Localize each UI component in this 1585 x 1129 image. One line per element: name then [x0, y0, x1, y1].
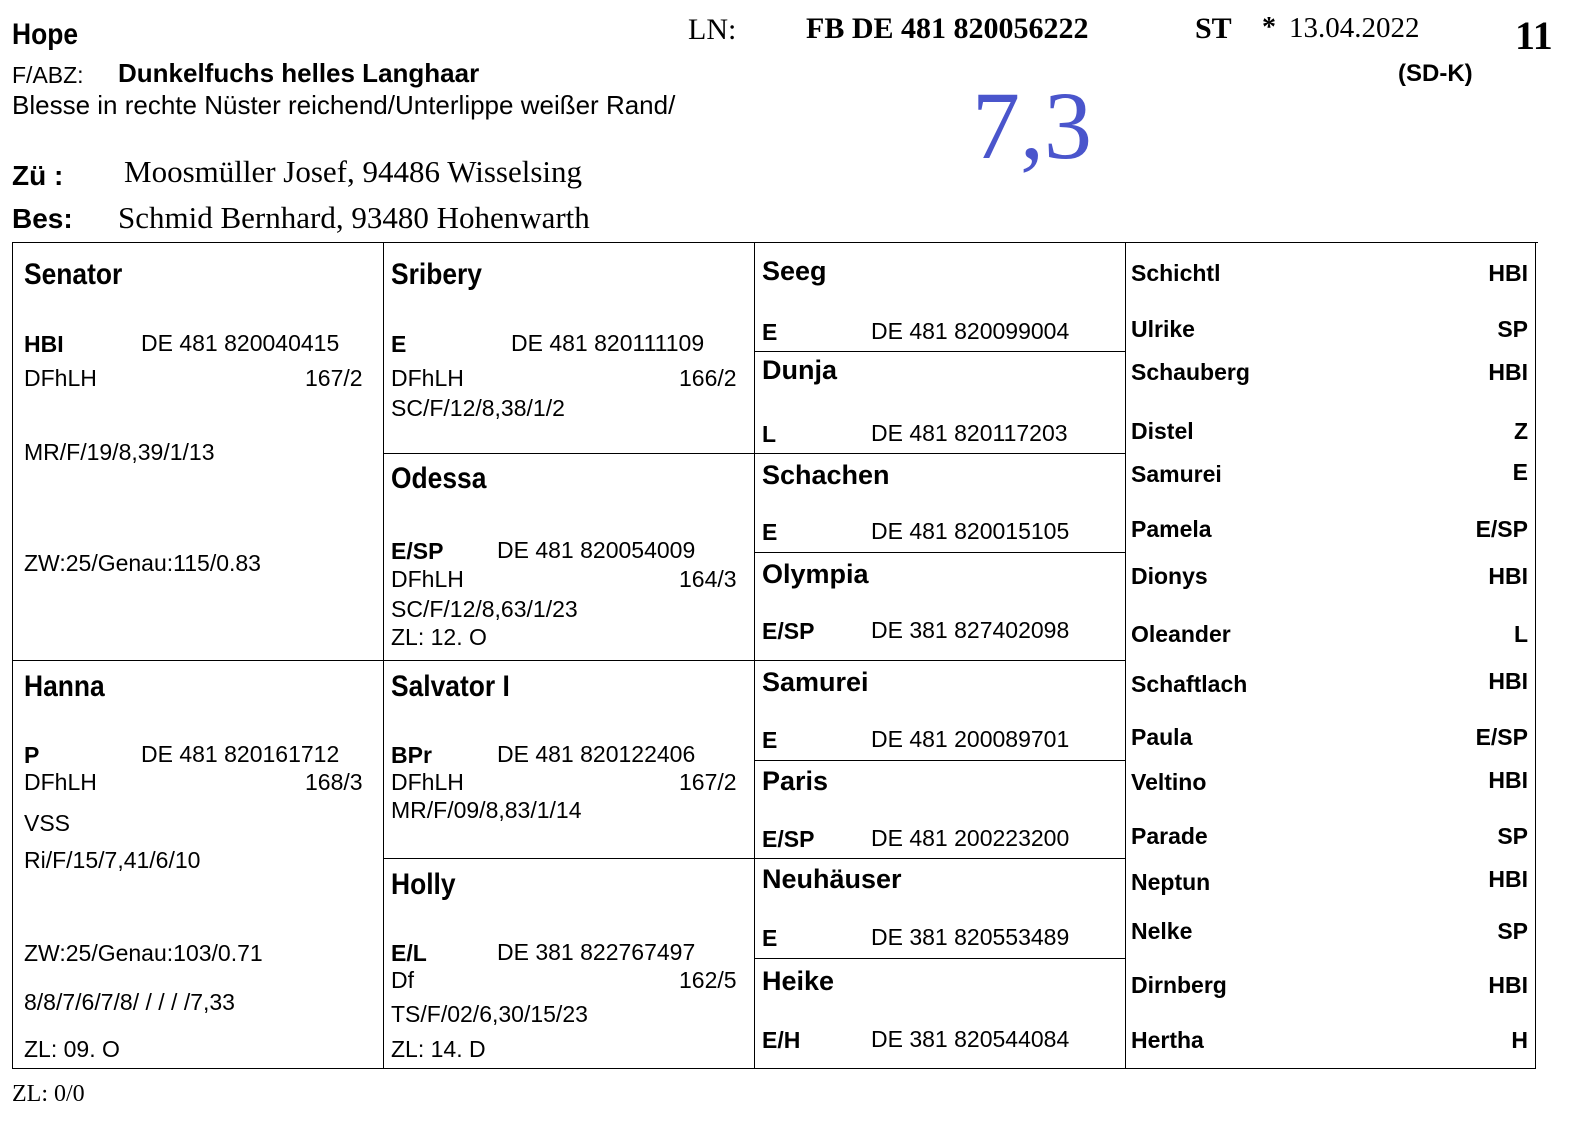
gen2-performance: SC/F/12/8,63/1/23	[391, 596, 578, 622]
gen4-name: Dirnberg	[1131, 972, 1227, 998]
gen3-id: DE 481 200089701	[871, 726, 1070, 752]
gen2-id: DE 481 820122406	[497, 741, 696, 767]
dam-performance: Ri/F/15/7,41/6/10	[24, 847, 201, 873]
gen3-class: E/H	[762, 1027, 801, 1053]
st-label: ST	[1195, 12, 1232, 45]
dam-class: P	[24, 742, 40, 768]
sire-breed: DFhLH	[24, 365, 97, 391]
gen4-name: Pamela	[1131, 516, 1212, 542]
sire-class: HBI	[24, 331, 64, 357]
gen4-name: Veltino	[1131, 769, 1207, 795]
gen2-performance: MR/F/09/8,83/1/14	[391, 797, 582, 823]
gen3-class: L	[762, 421, 777, 447]
gen2-name: Odessa	[391, 462, 487, 495]
gen2-size: 166/2	[679, 365, 737, 391]
gen2-breed: DFhLH	[391, 769, 464, 795]
gen3-class: E	[762, 925, 778, 951]
gen2-zl: ZL: 12. O	[391, 624, 487, 650]
dam-id: DE 481 820161712	[141, 741, 340, 767]
gen2-class: BPr	[391, 742, 432, 768]
gen4-class: H	[1511, 1027, 1528, 1053]
owner-label: Bes:	[12, 203, 73, 234]
gen2-size: 164/3	[679, 566, 737, 592]
gen2-breed: DFhLH	[391, 365, 464, 391]
sire-id: DE 481 820040415	[141, 330, 340, 356]
gen3-name: Heike	[762, 966, 835, 996]
gen3-name: Paris	[762, 766, 829, 796]
gen4-class: HBI	[1488, 767, 1528, 793]
gen3-id: DE 481 820099004	[871, 318, 1070, 344]
dam-size: 168/3	[305, 769, 363, 795]
gen4-name: Schichtl	[1131, 260, 1221, 286]
sire-name: Senator	[24, 258, 123, 291]
gen4-class: SP	[1497, 918, 1528, 944]
gen3-class: E/SP	[762, 618, 815, 644]
gen4-name: Ulrike	[1131, 316, 1195, 342]
gen4-class: HBI	[1488, 972, 1528, 998]
gen4-name: Neptun	[1131, 869, 1211, 895]
gen3-class: E	[762, 319, 778, 345]
gen4-name: Oleander	[1131, 621, 1231, 647]
gen3-name: Seeg	[762, 256, 827, 286]
breeder: Moosmüller Josef, 94486 Wisselsing	[124, 154, 583, 189]
life-number: FB DE 481 820056222	[806, 12, 1089, 45]
gen2-class: E/SP	[391, 538, 444, 564]
dam-name: Hanna	[24, 670, 105, 703]
gen2-class: E/L	[391, 940, 427, 966]
ln-label: LN:	[688, 13, 737, 46]
sire-performance: MR/F/19/8,39/1/13	[24, 439, 215, 465]
gen2-size: 162/5	[679, 967, 737, 993]
markings: Blesse in rechte Nüster reichend/Unterlippe weißer Rand/	[12, 90, 676, 120]
gen3-id: DE 481 820015105	[871, 518, 1070, 544]
gen3-name: Schachen	[762, 460, 890, 490]
gen4-name: Paula	[1131, 724, 1193, 750]
gen4-class: Z	[1513, 418, 1528, 444]
gen4-name: Nelke	[1131, 918, 1193, 944]
catalog-number: 11	[1515, 13, 1553, 58]
gen3-id: DE 481 200223200	[871, 825, 1070, 851]
gen4-name: Parade	[1131, 823, 1208, 849]
dam-breed: DFhLH	[24, 769, 97, 795]
gen4-name: Samurei	[1131, 461, 1222, 487]
gen2-zl: ZL: 14. D	[391, 1036, 486, 1062]
gen4-name: Schauberg	[1131, 359, 1250, 385]
gen4-class: E/SP	[1475, 516, 1528, 542]
gen3-class: E/SP	[762, 826, 815, 852]
fabz-label: F/ABZ:	[12, 62, 84, 88]
gen3-name: Samurei	[762, 667, 869, 697]
gen4-class: HBI	[1488, 563, 1528, 589]
sire-breeding-value: ZW:25/Genau:115/0.83	[24, 550, 261, 576]
gen2-id: DE 381 822767497	[497, 939, 696, 965]
breeder-label: Zü :	[12, 160, 64, 191]
gen4-class: HBI	[1488, 260, 1528, 286]
birth-date: 13.04.2022	[1289, 12, 1420, 44]
gen2-breed: Df	[391, 967, 414, 993]
gen4-name: Dionys	[1131, 563, 1208, 589]
gen4-class: HBI	[1488, 359, 1528, 385]
gen3-id: DE 481 820117203	[871, 420, 1068, 446]
gen4-class: SP	[1497, 823, 1528, 849]
gen4-class: HBI	[1488, 866, 1528, 892]
horse-name: Hope	[12, 18, 78, 51]
gen3-id: DE 381 820553489	[871, 924, 1070, 950]
footer-zl: ZL: 0/0	[12, 1081, 85, 1107]
handwritten-score: 7,3	[972, 72, 1092, 179]
gen2-name: Sribery	[391, 258, 482, 291]
gen4-name: Schaftlach	[1131, 671, 1248, 697]
gen2-class: E	[391, 331, 407, 357]
gen4-name: Distel	[1131, 418, 1194, 444]
dam-scores: 8/8/7/6/7/8/ / / / /7,33	[24, 989, 235, 1015]
gen2-size: 167/2	[679, 769, 737, 795]
breed-code: (SD-K)	[1398, 60, 1473, 87]
gen4-class: E	[1512, 459, 1528, 485]
gen4-name: Hertha	[1131, 1027, 1204, 1053]
birth-star: *	[1262, 12, 1276, 43]
gen3-name: Dunja	[762, 355, 838, 385]
sire-size: 167/2	[305, 365, 363, 391]
gen4-class: SP	[1497, 316, 1528, 342]
gen2-id: DE 481 820054009	[497, 537, 696, 563]
dam-zl: ZL: 09. O	[24, 1036, 120, 1062]
gen4-class: E/SP	[1475, 724, 1528, 750]
gen3-id: DE 381 827402098	[871, 617, 1070, 643]
gen2-name: Salvator I	[391, 670, 510, 703]
gen2-performance: SC/F/12/8,38/1/2	[391, 395, 565, 421]
coat-color: Dunkelfuchs helles Langhaar	[118, 58, 480, 88]
dam-vss: VSS	[24, 810, 71, 836]
owner: Schmid Bernhard, 93480 Hohenwarth	[118, 200, 590, 235]
gen3-class: E	[762, 519, 778, 545]
gen2-performance: TS/F/02/6,30/15/23	[391, 1001, 588, 1027]
gen2-id: DE 481 820111109	[511, 330, 705, 356]
dam-breeding-value: ZW:25/Genau:103/0.71	[24, 940, 263, 966]
gen3-id: DE 381 820544084	[871, 1026, 1070, 1052]
gen2-breed: DFhLH	[391, 566, 464, 592]
gen3-class: E	[762, 727, 778, 753]
gen4-class: L	[1513, 621, 1528, 647]
gen3-name: Olympia	[762, 559, 869, 589]
gen2-name: Holly	[391, 868, 456, 901]
gen4-class: HBI	[1488, 668, 1528, 694]
gen3-name: Neuhäuser	[762, 864, 902, 894]
